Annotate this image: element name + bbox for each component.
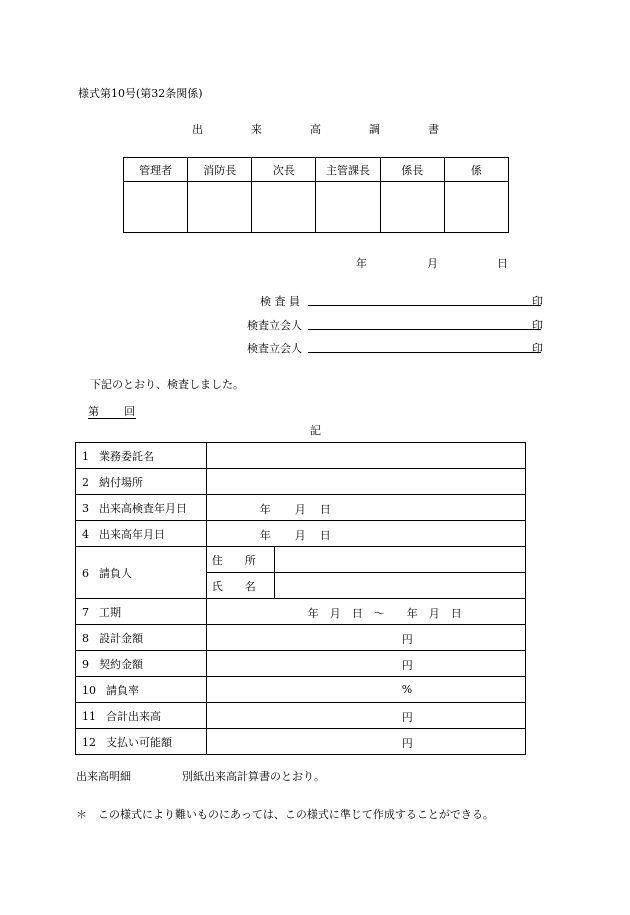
ki-label: 記 [310, 424, 321, 437]
approval-table [123, 157, 509, 233]
row-label: 支払い可能額 [106, 735, 172, 749]
inspector-signature-line[interactable] [308, 305, 541, 306]
date-year-label: 年 [356, 257, 367, 270]
row-label: 設計金額 [99, 631, 143, 645]
progress-date-value[interactable] [206, 521, 525, 547]
contract-amount-value[interactable] [206, 651, 525, 677]
table-row [76, 677, 526, 703]
contractor-name-value[interactable] [274, 573, 525, 599]
row-label-cell [76, 651, 207, 677]
detail-label: 出来高明細 [76, 770, 131, 783]
payable-amount-value[interactable] [206, 729, 525, 755]
table-row [76, 443, 526, 469]
approval-header-manager: 管理者 [124, 158, 188, 182]
title-char-3: 高 [310, 123, 321, 136]
approval-header-fire-chief: 消防長 [188, 158, 252, 182]
unit-label: 円 [401, 711, 413, 724]
round-field[interactable] [88, 403, 136, 419]
approval-stamp-box[interactable] [252, 182, 316, 233]
total-progress-value[interactable] [206, 703, 525, 729]
seal-mark: 印 [532, 319, 543, 332]
month-label: 月 [294, 529, 306, 542]
row-label-cell [76, 729, 207, 755]
table-row [76, 547, 526, 573]
row-number: 3 [82, 501, 89, 515]
title-char-5: 書 [428, 123, 439, 136]
row-number: 11 [82, 709, 96, 723]
detail-value: 別紙出来高計算書のとおり。 [182, 770, 325, 783]
table-row [76, 651, 526, 677]
seal-mark: 印 [532, 295, 543, 308]
month-label: 月 [294, 503, 306, 516]
title-char-1: 出 [192, 123, 203, 136]
row-label-cell [76, 469, 207, 495]
row-label-cell [76, 521, 207, 547]
row-label: 出来高検査年月日 [99, 501, 187, 515]
row-label-cell [76, 547, 207, 599]
row-number: 1 [82, 449, 89, 463]
year-label: 年 [259, 503, 271, 516]
approval-stamp-box[interactable] [188, 182, 252, 233]
contractor-address-value[interactable] [274, 547, 525, 573]
row-number: 7 [82, 605, 89, 619]
main-table [75, 442, 526, 755]
form-label: 様式第10号(第32条関係) [78, 87, 203, 100]
row-label-cell [76, 677, 207, 703]
footnote: ＊ この様式により難いものにあっては、この様式に準じて作成することができる。 [76, 808, 494, 821]
approval-header-chief: 係長 [380, 158, 444, 182]
day-label: 日 [319, 529, 331, 542]
row-label: 出来高年月日 [99, 527, 165, 541]
table-row [76, 729, 526, 755]
work-period-text: 年 月 日 ～ 年 月 日 [307, 607, 462, 620]
witness-label: 検査立会人 [247, 342, 302, 355]
row-label: 納付場所 [99, 475, 143, 489]
year-label: 年 [259, 529, 271, 542]
inspection-date-value[interactable] [206, 495, 525, 521]
approval-stamp-box[interactable] [316, 182, 380, 233]
row-number: 6 [82, 566, 89, 580]
row-label: 請負率 [106, 683, 139, 697]
seal-mark: 印 [532, 342, 543, 355]
row-label: 工期 [99, 605, 121, 619]
witness-signature-line[interactable] [308, 352, 541, 353]
table-row [76, 703, 526, 729]
delivery-place-value[interactable] [206, 469, 525, 495]
row-label: 請負人 [99, 566, 132, 580]
design-amount-value[interactable] [206, 625, 525, 651]
table-row [76, 495, 526, 521]
table-row [76, 521, 526, 547]
row-label: 契約金額 [99, 657, 143, 671]
row-number: 9 [82, 657, 89, 671]
contract-name-value[interactable] [206, 443, 525, 469]
table-row [76, 469, 526, 495]
intro-text: 下記のとおり、検査しました。 [90, 378, 244, 391]
witness-label: 検査立会人 [247, 319, 302, 332]
day-label: 日 [319, 503, 331, 516]
approval-header-staff: 係 [444, 158, 508, 182]
row-label: 合計出来高 [106, 709, 161, 723]
approval-stamp-box[interactable] [380, 182, 444, 233]
unit-label: 円 [401, 737, 413, 750]
approval-stamp-box[interactable] [124, 182, 188, 233]
table-row [76, 599, 526, 625]
contract-rate-value[interactable] [206, 677, 525, 703]
table-row [76, 625, 526, 651]
contractor-address-label: 住 所 [206, 547, 274, 573]
approval-header-section-head: 主管課長 [316, 158, 380, 182]
round-suffix: 回 [124, 405, 135, 418]
unit-label: % [401, 683, 413, 696]
unit-label: 円 [401, 633, 413, 646]
row-number: 10 [82, 683, 96, 697]
date-month-label: 月 [427, 257, 438, 270]
approval-header-deputy: 次長 [252, 158, 316, 182]
row-number: 12 [82, 735, 96, 749]
row-number: 4 [82, 527, 89, 541]
row-label-cell [76, 625, 207, 651]
work-period-value[interactable] [206, 599, 525, 625]
approval-stamp-box[interactable] [444, 182, 508, 233]
row-label-cell [76, 443, 207, 469]
row-number: 2 [82, 475, 89, 489]
title-char-2: 来 [251, 123, 262, 136]
date-day-label: 日 [497, 257, 508, 270]
row-label-cell [76, 703, 207, 729]
unit-label: 円 [401, 659, 413, 672]
row-label: 業務委託名 [99, 449, 154, 463]
witness-signature-line[interactable] [308, 329, 541, 330]
inspector-label: 検 査 員 [260, 295, 300, 308]
contractor-name-label: 氏 名 [206, 573, 274, 599]
title-char-4: 調 [369, 123, 380, 136]
row-label-cell [76, 599, 207, 625]
row-number: 8 [82, 631, 89, 645]
round-prefix: 第 [88, 405, 99, 418]
row-label-cell [76, 495, 207, 521]
